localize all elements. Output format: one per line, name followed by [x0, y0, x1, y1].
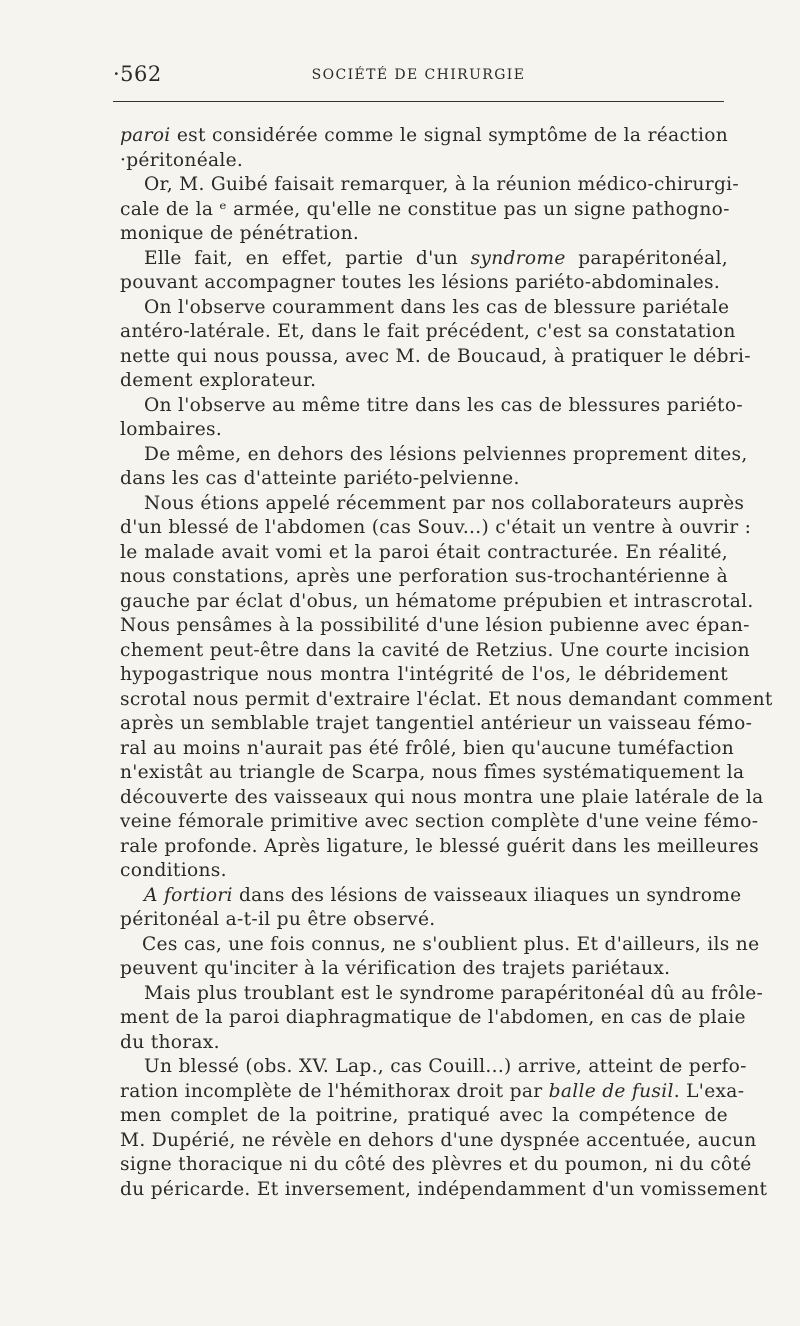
text-line: paroi est considérée comme le signal symptôme de la réaction [120, 125, 728, 146]
text-line: Elle fait, en effet, partie d'un syndrome parapéritonéal, [144, 247, 728, 269]
italic-text: paroi [120, 125, 171, 146]
text-line: Un blessé (obs. XV. Lap., cas Couill...) arrive, atteint de perfo- [144, 1056, 747, 1077]
text-line: cale de la ᵉ armée, qu'elle ne constitue pas un signe pathogno- [120, 198, 730, 220]
text-line: On l'observe au même titre dans les cas de blessures pariéto- [144, 394, 743, 416]
text-line: découverte des vaisseaux qui nous montra une plaie latérale de la [120, 786, 764, 808]
text-line: signe thoracique ni du côté des plèvres et du poumon, ni du côté [120, 1154, 752, 1175]
body-text [120, 124, 773, 1202]
text-line: Nous pensâmes à la possibilité d'une lésion pubienne avec épan- [120, 615, 750, 636]
text-line: nette qui nous poussa, avec M. de Boucaud, à pratiquer le débri- [120, 345, 751, 367]
italic-text: A fortiori [144, 884, 233, 906]
text-line: antéro-latérale. Et, dans le fait précédent, c'est sa constatation [120, 321, 736, 342]
text-line: conditions. [120, 860, 227, 881]
text-line: le malade avait vomi et la paroi était contracturée. En réalité, [120, 541, 728, 563]
text-line: n'existât au triangle de Scarpa, nous fîmes systématiquement la [120, 762, 745, 783]
italic-text: syndrome [470, 247, 566, 269]
page-header [113, 62, 724, 92]
text-line: Or, M. Guibé faisait remarquer, à la réunion médico-chirurgi- [144, 174, 739, 195]
running-title: SOCIÉTÉ DE CHIRURGIE [311, 67, 526, 83]
page-number: ·562 [113, 62, 162, 86]
text-line: On l'observe couramment dans les cas de blessure pariétale [144, 296, 730, 318]
text-line: hypogastrique nous montra l'intégrité de l'os, le débridement [120, 664, 728, 685]
text-line: dement explorateur. [120, 370, 317, 391]
text-line: monique de pénétration. [120, 223, 360, 244]
text-line: scrotal nous permit d'extraire l'éclat. Et nous demandant comment [120, 688, 773, 710]
header-rule [113, 101, 724, 102]
text-line: chement peut-être dans la cavité de Retzius. Une courte incision [120, 639, 750, 661]
text-line: ration incomplète de l'hémithorax droit par balle de fusil. L'exa- [120, 1080, 745, 1102]
text-line: péritonéal a-t-il pu être observé. [120, 909, 436, 930]
text-line: veine fémorale primitive avec section complète d'une veine fémo- [120, 811, 759, 832]
text-line: ral au moins n'aurait pas été frôlé, bien qu'aucune tuméfaction [120, 737, 735, 759]
text-line: A fortiori dans des lésions de vaisseaux iliaques un syndrome [144, 884, 742, 906]
text-line: men complet de la poitrine, pratiqué avec la compétence de [120, 1105, 728, 1126]
text-line: du thorax. [120, 1031, 220, 1053]
text-line: rale profonde. Après ligature, le blessé guérit dans les meilleures [120, 835, 759, 857]
text-line: Nous étions appelé récemment par nos collaborateurs auprès [144, 492, 745, 514]
text-line: De même, en dehors des lésions pelviennes proprement dites, [144, 443, 748, 465]
text-line: gauche par éclat d'obus, un hématome prépubien et intrascrotal. [120, 590, 754, 612]
text-line: dans les cas d'atteinte pariéto-pelvienne. [120, 468, 520, 489]
text-line: après un semblable trajet tangentiel antérieur un vaisseau fémo- [120, 713, 753, 734]
text-line: pouvant accompagner toutes les lésions pariéto-abdominales. [120, 272, 721, 293]
text-line: ment de la paroi diaphragmatique de l'abdomen, en cas de plaie [120, 1007, 746, 1028]
text-line: du péricarde. Et inversement, indépendamment d'un vomissement [120, 1178, 768, 1200]
italic-text: balle de fusil [548, 1080, 674, 1102]
text-line: ·péritonéale. [120, 149, 244, 171]
text-line: peuvent qu'inciter à la vérification des trajets pariétaux. [120, 958, 671, 979]
text-line: Ces cas, une fois connus, ne s'oublient plus. Et d'ailleurs, ils ne [142, 933, 760, 955]
text-line: d'un blessé de l'abdomen (cas Souv...) c'était un ventre à ouvrir : [120, 517, 752, 538]
text-line: nous constations, après une perforation sus-trochantérienne à [120, 566, 728, 587]
text-line: lombaires. [120, 419, 223, 440]
text-line: M. Dupérié, ne révèle en dehors d'une dyspnée accentuée, aucun [120, 1129, 757, 1151]
text-line: Mais plus troublant est le syndrome parapéritonéal dû au frôle- [144, 982, 764, 1004]
